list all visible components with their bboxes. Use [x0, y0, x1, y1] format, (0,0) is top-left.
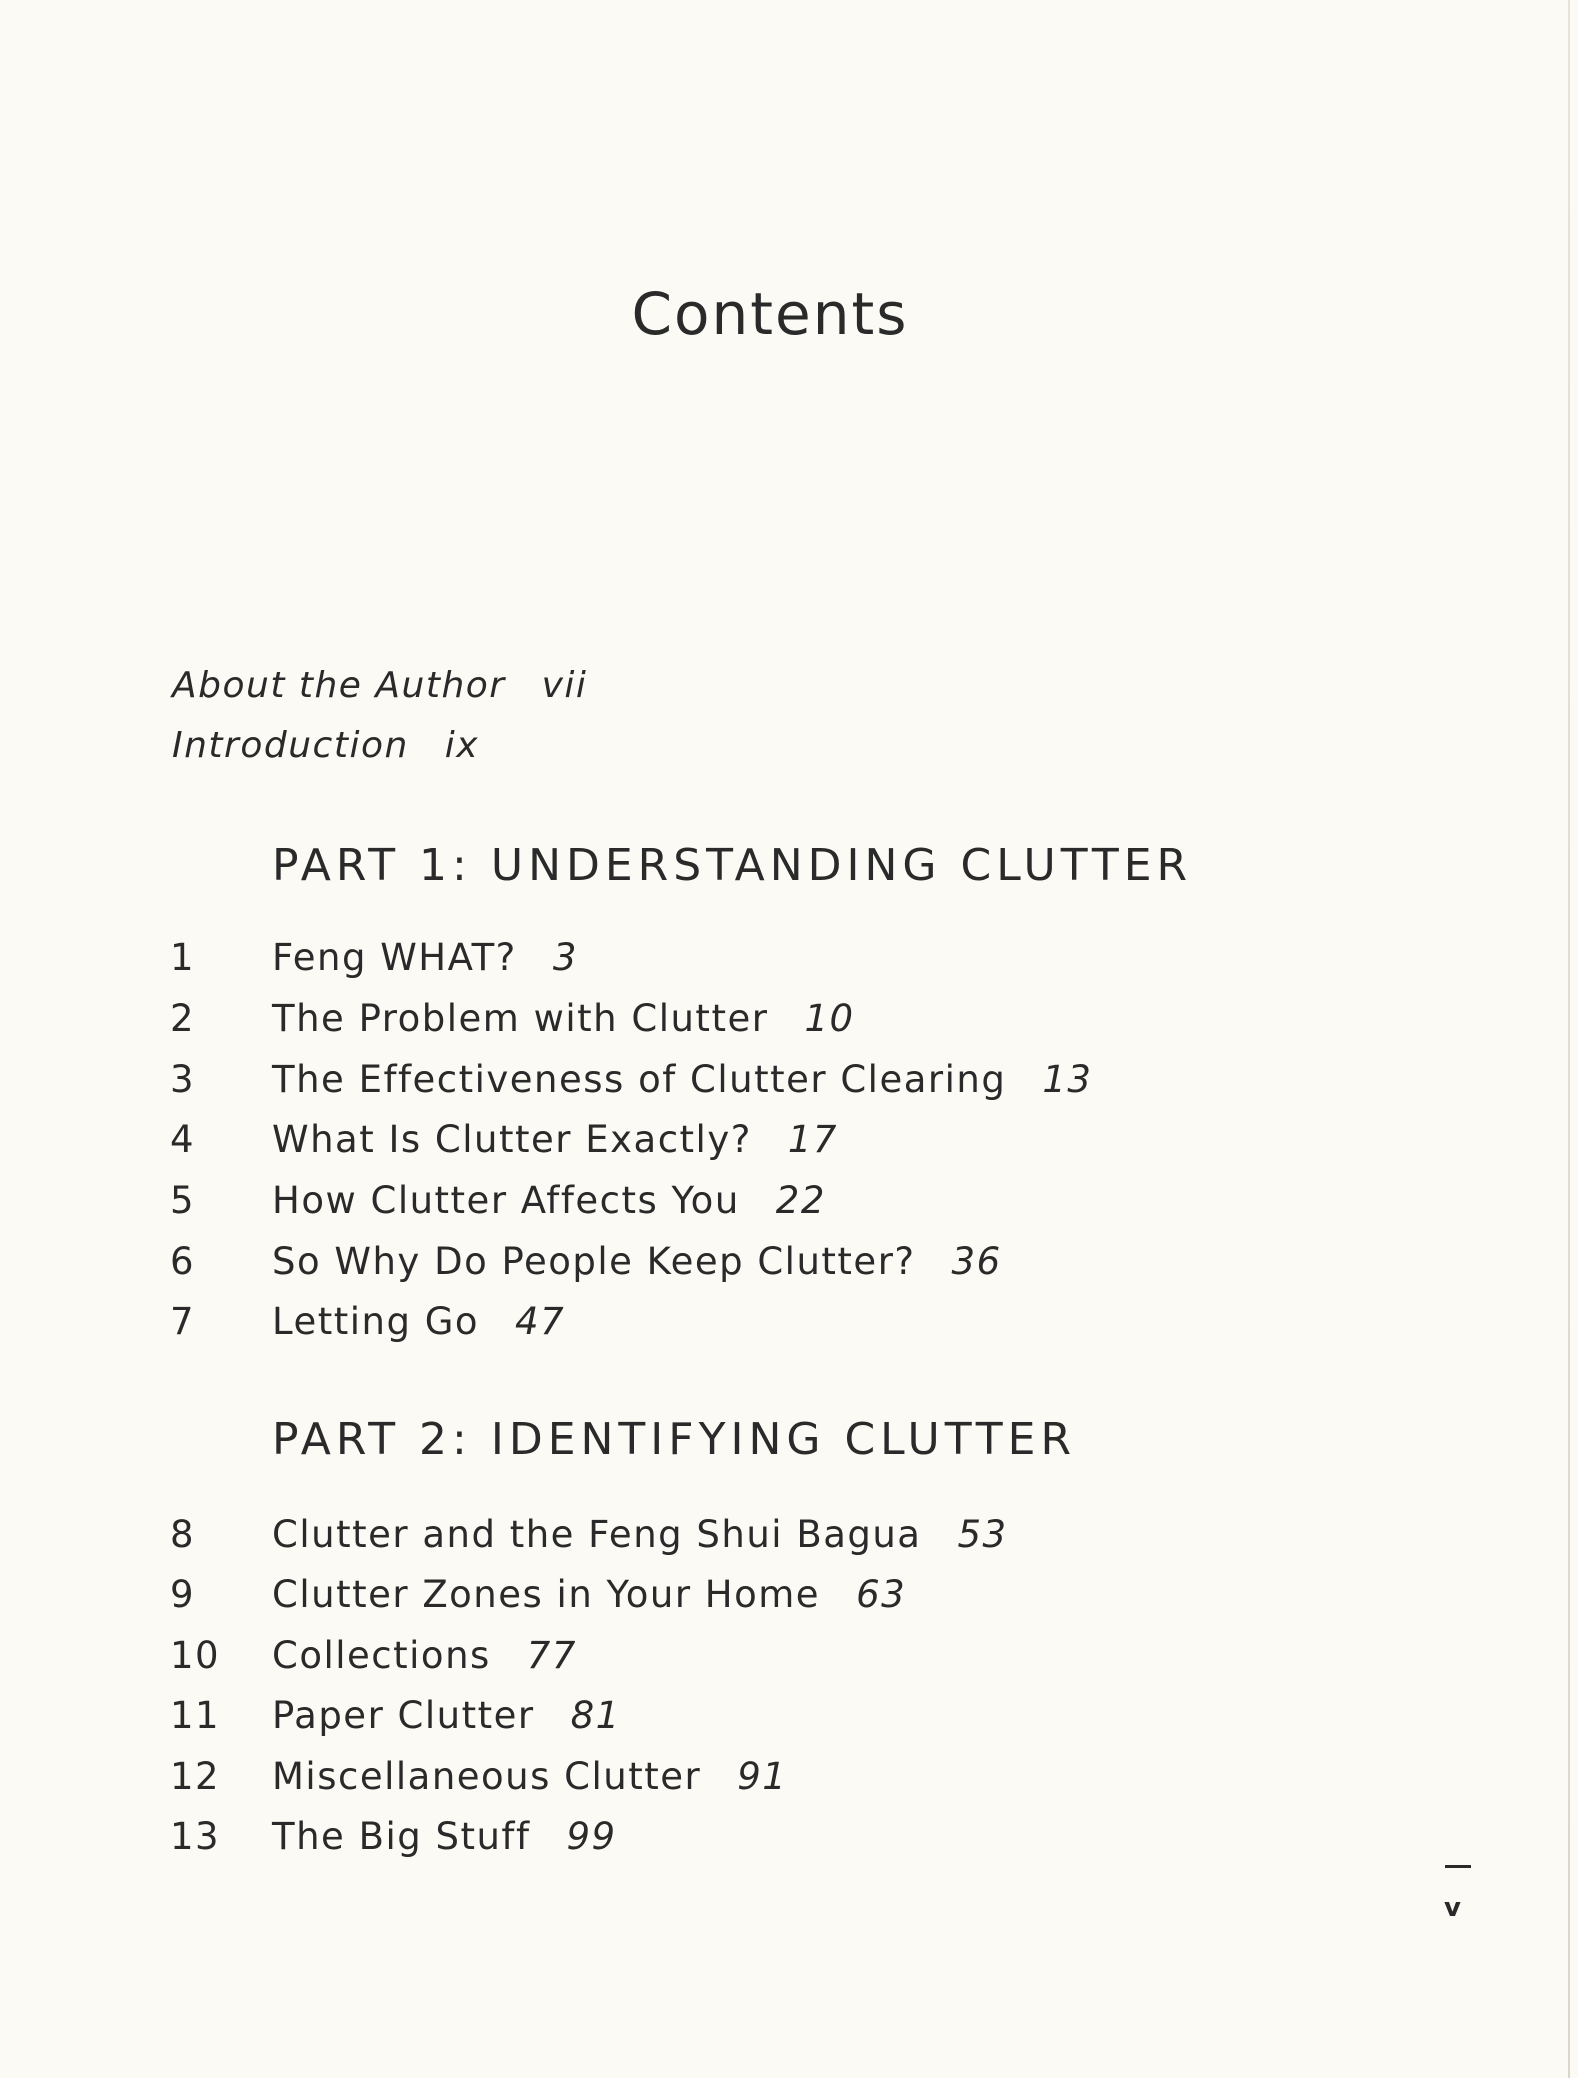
chapter-number: 9 [170, 1573, 196, 1616]
entry-page: ix [444, 725, 480, 766]
chapter-page: 63 [856, 1573, 907, 1616]
chapter-number: 2 [170, 997, 196, 1040]
chapter-number: 7 [170, 1300, 196, 1343]
chapter-number: 13 [170, 1815, 221, 1858]
part-heading: PART 2: IDENTIFYING CLUTTER [272, 1414, 1077, 1465]
chapter-title: The Big Stuff [272, 1815, 531, 1858]
chapter-page: 99 [566, 1815, 617, 1858]
chapter-number: 10 [170, 1634, 221, 1677]
chapter-title: Miscellaneous Clutter [272, 1755, 702, 1798]
chapter-title: Feng WHAT? [272, 936, 517, 979]
toc-entry-front[interactable] [172, 725, 479, 766]
chapter-page: 36 [951, 1240, 1002, 1283]
chapter-page: 77 [526, 1634, 577, 1677]
chapter-title: How Clutter Affects You [272, 1179, 740, 1222]
chapter-number: 3 [170, 1058, 196, 1101]
chapter-number: 8 [170, 1513, 196, 1556]
page-edge [1568, 0, 1570, 2078]
chapter-page: 3 [552, 936, 578, 979]
chapter-page: 47 [515, 1300, 566, 1343]
chapter-page: 13 [1042, 1058, 1093, 1101]
chapter-title: The Effectiveness of Clutter Clearing [272, 1058, 1007, 1101]
chapter-title: The Problem with Clutter [272, 997, 769, 1040]
chapter-page: 81 [570, 1694, 621, 1737]
entry-title: Introduction [172, 725, 409, 766]
folio-dash [1445, 1865, 1471, 1868]
chapter-page: 10 [804, 997, 855, 1040]
chapter-title: Letting Go [272, 1300, 480, 1343]
chapter-title: Clutter Zones in Your Home [272, 1573, 821, 1616]
chapter-number: 1 [170, 936, 196, 979]
chapter-page: 53 [957, 1513, 1008, 1556]
chapter-number: 12 [170, 1755, 221, 1798]
chapter-title: Clutter and the Feng Shui Bagua [272, 1513, 922, 1556]
chapter-number: 11 [170, 1694, 221, 1737]
entry-title: About the Author [172, 665, 506, 706]
chapter-number: 4 [170, 1118, 196, 1161]
chapter-title: So Why Do People Keep Clutter? [272, 1240, 916, 1283]
page-title: Contents [631, 280, 909, 348]
chapter-page: 17 [787, 1118, 838, 1161]
toc-entry-front[interactable] [172, 665, 587, 706]
entry-page: vii [541, 665, 588, 706]
page-number: v [1444, 1893, 1461, 1923]
chapter-page: 22 [775, 1179, 826, 1222]
chapter-page: 91 [737, 1755, 788, 1798]
chapter-number: 6 [170, 1240, 196, 1283]
chapter-number: 5 [170, 1179, 196, 1222]
chapter-title: Collections [272, 1634, 491, 1677]
chapter-title: What Is Clutter Exactly? [272, 1118, 752, 1161]
chapter-title: Paper Clutter [272, 1694, 535, 1737]
part-heading: PART 1: UNDERSTANDING CLUTTER [272, 840, 1193, 891]
